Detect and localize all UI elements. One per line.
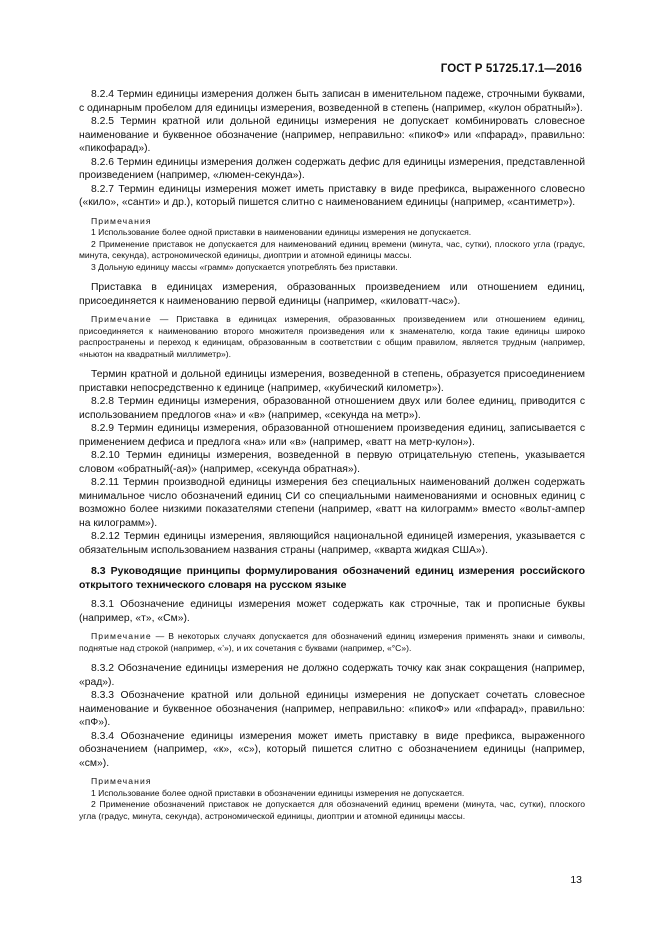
- notes-title: Примечания: [91, 776, 152, 786]
- note-text: — В некоторых случаях допускается для обозначений единиц измерения применять знаки и символы, поднятые над строкой (например, «’»), и их сочетания с буквами (например, «°С»).: [79, 631, 585, 653]
- paragraph-8-2-8: 8.2.8 Термин единицы измерения, образованной отношением двух или более единиц, приводится с использованием предлогов «на» и «в» (например, «секунда на метр»).: [79, 396, 585, 421]
- note-prefix: [79, 314, 585, 360]
- paragraph-prefix-rule: Приставка в единицах измерения, образованных произведением или отношением единиц, присоединяется к наименованию первой единицы (например, «киловатт-час»).: [79, 282, 585, 307]
- paragraph-8-2-4: 8.2.4 Термин единицы измерения должен быть записан в именительном падеже, строчными буквами, с одинарным пробелом для единицы измерения, возведенной в степень (например, «кулон обратный»).: [79, 89, 585, 114]
- page-body: [79, 88, 585, 822]
- note-text: — Приставка в единицах измерения, образованных произведением или отношением единиц, присоединяется к наименованию второго множителя произведения или к знаменателю, когда такие единицы широко распространены и переход к единицам, образованным в соответствии с общим правилом, является трудным (например, «ньютон на квадратный миллиметр»).: [79, 314, 585, 359]
- paragraph-8-3-2: 8.3.2 Обозначение единицы измерения не должно содержать точку как знак сокращения (например, «рад»).: [79, 663, 585, 688]
- document-code: ГОСТ Р 51725.17.1—2016: [440, 63, 582, 75]
- notes-block-1: [79, 216, 585, 274]
- paragraph-power-rule: Термин кратной и дольной единицы измерения, возведенной в степень, образуется присоединением приставки непосредственно к единице (например, «кубический километр»).: [79, 369, 585, 394]
- paragraph-8-2-6: 8.2.6 Термин единицы измерения должен содержать дефис для единицы измерения, представленной произведением (например, «люмен-секунда»).: [79, 156, 585, 181]
- page-number: 13: [570, 874, 582, 886]
- paragraph-8-2-10: 8.2.10 Термин единицы измерения, возведенной в первую отрицательную степень, указывается словом «обратный(-ая)» (например, «секунда обратная»).: [79, 450, 585, 475]
- note-item: 1 Использование более одной приставки в обозначении единицы измерения не допускается.: [91, 787, 465, 798]
- paragraph-8-2-7: 8.2.7 Термин единицы измерения может иметь приставку в виде префикса, выраженного словесно («кило», «санти» и др.), который пишется слитно с наименованием единицы (например, «сантиметр»).: [79, 183, 585, 208]
- note-item: 1 Использование более одной приставки в наименовании единицы измерения не допускается.: [91, 227, 472, 237]
- note-label: Примечание: [91, 631, 152, 641]
- note-item: 3 Дольную единицу массы «грамм» допускается употреблять без приставки.: [91, 261, 398, 272]
- note-symbols: [79, 631, 585, 654]
- note-item: 2 Применение обозначений приставок не допускается для обозначений единиц времени (минута, час, сутки), плоского угла (градус, минута, секунда), астрономической единицы, диоптрии и атомной единицы массы.: [79, 799, 585, 821]
- paragraph-8-2-9: 8.2.9 Термин единицы измерения, образованной отношением произведения единиц, записывается с применением дефиса и предлога «на» или «в» (например, «ватт на метр-кулон»).: [79, 423, 585, 448]
- paragraph-8-3-3: 8.3.3 Обозначение кратной или дольной единицы измерения не допускает сочетать словесное наименование и буквенное обозначения (например, неправильно: «пикоФ» или «пфарад», правильно: «пФ»).: [79, 690, 585, 728]
- paragraph-8-2-12: 8.2.12 Термин единицы измерения, являющийся национальной единицей измерения, указывается с обязательным использованием названия страны (например, «кварта жидкая США»).: [79, 531, 585, 556]
- note-label: Примечание: [91, 314, 152, 324]
- notes-title: Примечания: [91, 215, 152, 226]
- notes-block-2: [79, 776, 585, 822]
- paragraph-8-3-4: 8.3.4 Обозначение единицы измерения может иметь приставку в виде префикса, выраженного обозначением (например, «к», «с»), который пишется слитно с обозначением единицы (например, «см»).: [79, 730, 585, 769]
- section-heading-8-3: 8.3 Руководящие принципы формулирования обозначений единиц измерения российского открытого технического словаря на русском языке: [79, 565, 585, 591]
- paragraph-8-2-5: 8.2.5 Термин кратной или дольной единицы измерения не допускает комбинировать словесное наименование и буквенное обозначение (например, неправильно: «пикоФ» или «пфарад», правильно: «пикофарад»).: [79, 116, 585, 154]
- note-item: 2 Применение приставок не допускается для наименований единиц времени (минута, час, сутки), плоского угла (градус, минута, секунда), астрономической единицы, диоптрии и атомной единицы массы.: [79, 238, 585, 260]
- paragraph-8-3-1: 8.3.1 Обозначение единицы измерения может содержать как строчные, так и прописные буквы (например, «т», «См»).: [79, 599, 585, 624]
- paragraph-8-2-11: 8.2.11 Термин производной единицы измерения без специальных наименований должен содержать минимальное число обозначений единиц СИ со специальными наименованиями и основных единиц с возможно более низкими показателями степени (например, «ватт на килограмм» вместо «вольт-ампер на килограмм»).: [79, 477, 585, 529]
